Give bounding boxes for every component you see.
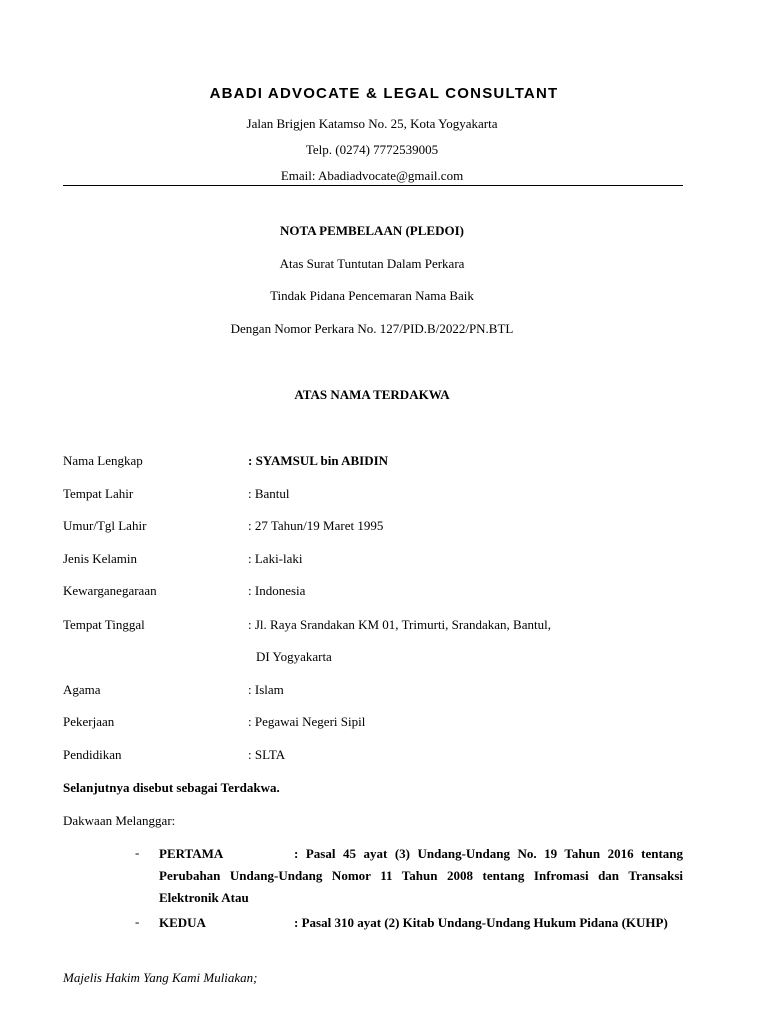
label-pekerjaan: Pekerjaan <box>63 714 115 729</box>
value-kewarganegaraan: : Indonesia <box>248 583 306 598</box>
label-umur: Umur/Tgl Lahir <box>63 518 147 533</box>
referred-as-note: Selanjutnya disebut sebagai Terdakwa. <box>63 780 280 795</box>
label-tempat-tinggal: Tempat Tinggal <box>63 617 145 632</box>
firm-email: Email: Abadiadvocate@gmail.com <box>280 168 464 183</box>
charge-item-pertama <box>159 843 683 909</box>
label-pendidikan: Pendidikan <box>63 747 122 762</box>
charge-bullet: - <box>135 914 140 929</box>
charge-name: PERTAMA <box>159 846 224 861</box>
charge-text: : Pasal 45 ayat (3) Undang-Undang No. 19 Tahun 2016 tentang Perubahan Undang-Undang Nomor 11 Tahun 2008 tentang Infromasi dan Transaksi Elektronik Atau <box>159 846 683 905</box>
value-tempat-tinggal-cont: DI Yogyakarta <box>256 649 332 664</box>
value-umur: : 27 Tahun/19 Maret 1995 <box>248 518 384 533</box>
charge-item-kedua <box>159 912 683 934</box>
value-pekerjaan: : Pegawai Negeri Sipil <box>248 714 366 729</box>
title-line-2: Tindak Pidana Pencemaran Nama Baik <box>270 288 474 303</box>
value-jenis-kelamin: : Laki-laki <box>248 551 303 566</box>
firm-address: Jalan Brigjen Katamso No. 25, Kota Yogyakarta <box>246 116 498 131</box>
value-tempat-tinggal: : Jl. Raya Srandakan KM 01, Trimurti, Srandakan, Bantul, <box>248 617 551 632</box>
firm-name: ABADI ADVOCATE & LEGAL CONSULTANT <box>209 85 559 102</box>
value-pendidikan: : SLTA <box>248 747 286 762</box>
value-agama: : Islam <box>248 682 284 697</box>
document-title: NOTA PEMBELAAN (PLEDOI) <box>280 223 464 238</box>
charge-text: : Pasal 310 ayat (2) Kitab Undang-Undang Hukum Pidana (KUHP) <box>294 915 668 930</box>
label-agama: Agama <box>63 682 101 697</box>
label-kewarganegaraan: Kewarganegaraan <box>63 583 157 598</box>
label-nama: Nama Lengkap <box>63 453 143 468</box>
section-heading: ATAS NAMA TERDAKWA <box>294 387 450 402</box>
charge-name: KEDUA <box>159 915 206 930</box>
letterhead-divider <box>63 185 683 186</box>
closing-salutation: Majelis Hakim Yang Kami Muliakan; <box>63 970 258 985</box>
label-jenis-kelamin: Jenis Kelamin <box>63 551 138 566</box>
label-tempat-lahir: Tempat Lahir <box>63 486 134 501</box>
charges-intro: Dakwaan Melanggar: <box>63 813 176 828</box>
charge-bullet: - <box>135 845 140 860</box>
title-line-3: Dengan Nomor Perkara No. 127/PID.B/2022/PN.BTL <box>230 321 514 336</box>
firm-phone: Telp. (0274) 7772539005 <box>305 142 439 157</box>
value-tempat-lahir: : Bantul <box>248 486 290 501</box>
title-line-1: Atas Surat Tuntutan Dalam Perkara <box>279 256 465 271</box>
value-nama: : SYAMSUL bin ABIDIN <box>248 453 389 468</box>
